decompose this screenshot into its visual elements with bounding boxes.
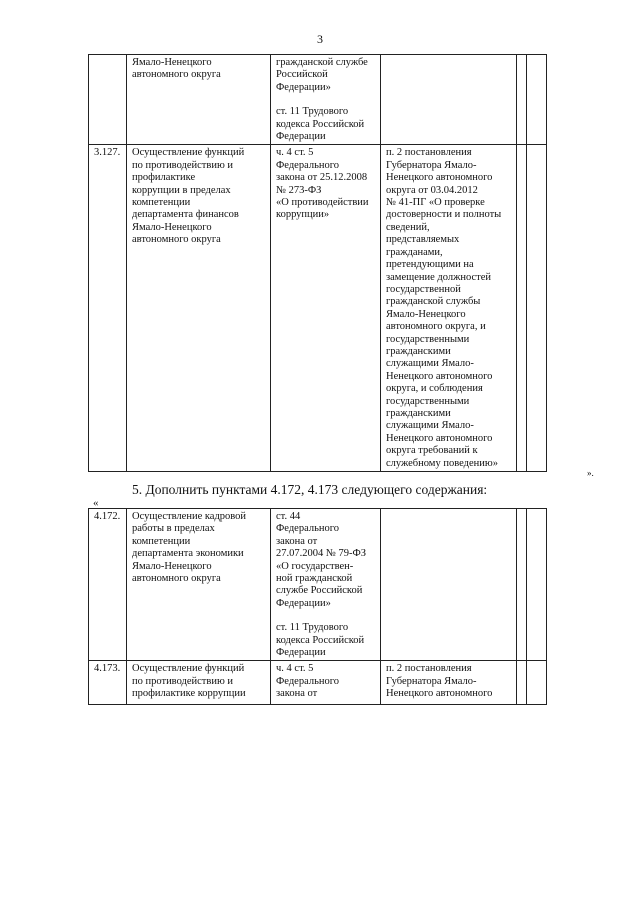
regional-act-cell	[381, 661, 517, 705]
function-text-line: компетенции	[132, 535, 191, 547]
page-number: 3	[317, 32, 323, 46]
regional-act-line: гражданской службы	[386, 296, 481, 308]
function-text-line: автономного округа	[132, 573, 221, 585]
regional-act-line: государственными	[386, 395, 470, 407]
function-text-line: Осуществление функций	[132, 663, 245, 675]
regional-act-cell	[381, 509, 517, 661]
legal-basis-line: гражданской службе	[276, 57, 368, 68]
row-number-cell	[89, 661, 127, 705]
function-text-line: профилактике коррупции	[132, 688, 246, 700]
legal-basis-line: Федерации»	[276, 81, 331, 93]
row-number-cell	[89, 145, 127, 472]
function-text-line: Ямало-Ненецкого	[132, 221, 212, 233]
regional-act-line: Ненецкого автономного	[386, 688, 493, 700]
empty-cell	[517, 661, 527, 705]
legal-basis-line: Федерального	[276, 523, 340, 535]
empty-cell	[527, 661, 547, 705]
function-cell	[127, 661, 271, 705]
regional-act-line: округа требований к	[386, 445, 478, 457]
function-text-line: Осуществление кадровой	[132, 511, 247, 522]
regional-act-line: автономного округа, и	[386, 321, 486, 333]
function-text-line: по противодействию и	[132, 159, 234, 171]
regional-act-line: Губернатора Ямало-	[386, 675, 477, 687]
regional-act-line: гражданскими	[386, 407, 451, 419]
legal-basis-line: закона от	[276, 535, 318, 547]
legal-basis-line: кодекса Российской	[276, 118, 365, 130]
row-number: 4.172.	[94, 511, 121, 522]
regional-act-line: Ямало-Ненецкого	[386, 308, 466, 320]
function-text-line: компетенции	[132, 197, 191, 209]
empty-cell	[517, 55, 527, 145]
legal-basis-line: Федерального	[276, 159, 340, 171]
functions-table-2	[88, 508, 547, 705]
empty-cell	[527, 509, 547, 661]
regional-act-line: служащими Ямало-	[386, 420, 474, 432]
function-text-line: профилактике	[132, 172, 196, 184]
regional-act-line: сведений,	[386, 221, 430, 233]
function-cell	[127, 145, 271, 472]
legal-basis-line: «О противодействии	[276, 197, 369, 209]
regional-act-line: Ненецкого автономного	[386, 432, 493, 444]
legal-basis-line: закона от	[276, 688, 318, 700]
legal-basis-line: закона от 25.12.2008	[276, 172, 368, 184]
function-cell	[127, 55, 271, 145]
legal-basis-line: Российской	[276, 69, 328, 81]
legal-basis-line: коррупции»	[276, 209, 330, 221]
legal-basis-line: ч. 4 ст. 5	[276, 147, 314, 159]
regional-act-line: Губернатора Ямало-	[386, 159, 477, 171]
legal-basis-cell	[271, 145, 381, 472]
function-text-line: автономного округа	[132, 234, 221, 246]
function-text-line: департамента экономики	[132, 548, 244, 560]
legal-basis-line: ч. 4 ст. 5	[276, 663, 314, 675]
regional-act-cell	[381, 145, 517, 472]
function-text-line: Ямало-Ненецкого	[132, 57, 212, 68]
regional-act-line: Ненецкого автономного	[386, 172, 493, 184]
regional-act-line: п. 2 постановления	[386, 663, 472, 675]
function-text-line: автономного округа	[132, 69, 221, 81]
legal-basis-cell	[271, 55, 381, 145]
regional-act-cell	[381, 55, 517, 145]
legal-basis-line: ст. 11 Трудового	[276, 622, 349, 634]
regional-act-line: п. 2 постановления	[386, 147, 472, 159]
function-text-line: Осуществление функций	[132, 147, 245, 159]
table-row	[89, 661, 547, 705]
empty-cell	[527, 55, 547, 145]
table-row	[89, 55, 547, 145]
table-row	[89, 145, 547, 472]
regional-act-line: замещение должностей	[386, 271, 491, 283]
empty-cell	[527, 145, 547, 472]
legal-basis-line: ной гражданской	[276, 573, 353, 585]
paragraph-gap	[276, 94, 376, 106]
section-heading: 5. Дополнить пунктами 4.172, 4.173 следующего содержания:	[132, 482, 488, 497]
legal-basis-line: Федерации	[276, 647, 326, 659]
regional-act-line: служащими Ямало-	[386, 358, 474, 370]
function-text-line: коррупции в пределах	[132, 184, 231, 196]
row-number: 3.127.	[94, 147, 121, 159]
regional-act-line: служебному поведению»	[386, 457, 498, 469]
regional-act-line: гражданами,	[386, 246, 443, 258]
legal-basis-line: кодекса Российской	[276, 634, 365, 646]
regional-act-line: государственной	[386, 283, 461, 295]
function-text-line: по противодействию и	[132, 675, 234, 687]
function-text-line: работы в пределах	[132, 523, 215, 535]
regional-act-line: округа, и соблюдения	[386, 383, 483, 395]
empty-cell	[517, 509, 527, 661]
functions-table-1	[88, 54, 547, 472]
regional-act-line: достоверности и полноты	[386, 209, 502, 221]
legal-basis-line: Федерации»	[276, 597, 331, 609]
legal-basis-line: Федерального	[276, 675, 340, 687]
row-number-cell	[89, 509, 127, 661]
regional-act-line: округа от 03.04.2012	[386, 184, 478, 196]
legal-basis-line: № 273-ФЗ	[276, 184, 322, 196]
function-cell	[127, 509, 271, 661]
closing-quote: ».	[587, 468, 594, 478]
regional-act-line: гражданскими	[386, 345, 451, 357]
function-text-line: департамента финансов	[132, 209, 239, 221]
row-number-cell	[89, 55, 127, 145]
legal-basis-cell	[271, 509, 381, 661]
table-row	[89, 509, 547, 661]
empty-cell	[517, 145, 527, 472]
legal-basis-cell	[271, 661, 381, 705]
function-text-line: Ямало-Ненецкого	[132, 560, 212, 572]
regional-act-line: представляемых	[386, 234, 460, 246]
regional-act-line: претендующими на	[386, 259, 474, 271]
legal-basis-line: Федерации	[276, 131, 326, 143]
regional-act-line: № 41-ПГ «О проверке	[386, 197, 485, 209]
legal-basis-line: ст. 11 Трудового	[276, 106, 349, 118]
legal-basis-line: ст. 44	[276, 511, 301, 522]
opening-quote: «	[93, 497, 99, 509]
legal-basis-line: 27.07.2004 № 79-ФЗ	[276, 548, 367, 560]
row-number: 4.173.	[94, 663, 121, 675]
legal-basis-line: службе Российской	[276, 585, 363, 597]
legal-basis-line: «О государствен-	[276, 560, 354, 572]
regional-act-line: Ненецкого автономного	[386, 370, 493, 382]
regional-act-line: государственными	[386, 333, 470, 345]
paragraph-gap	[276, 610, 376, 622]
